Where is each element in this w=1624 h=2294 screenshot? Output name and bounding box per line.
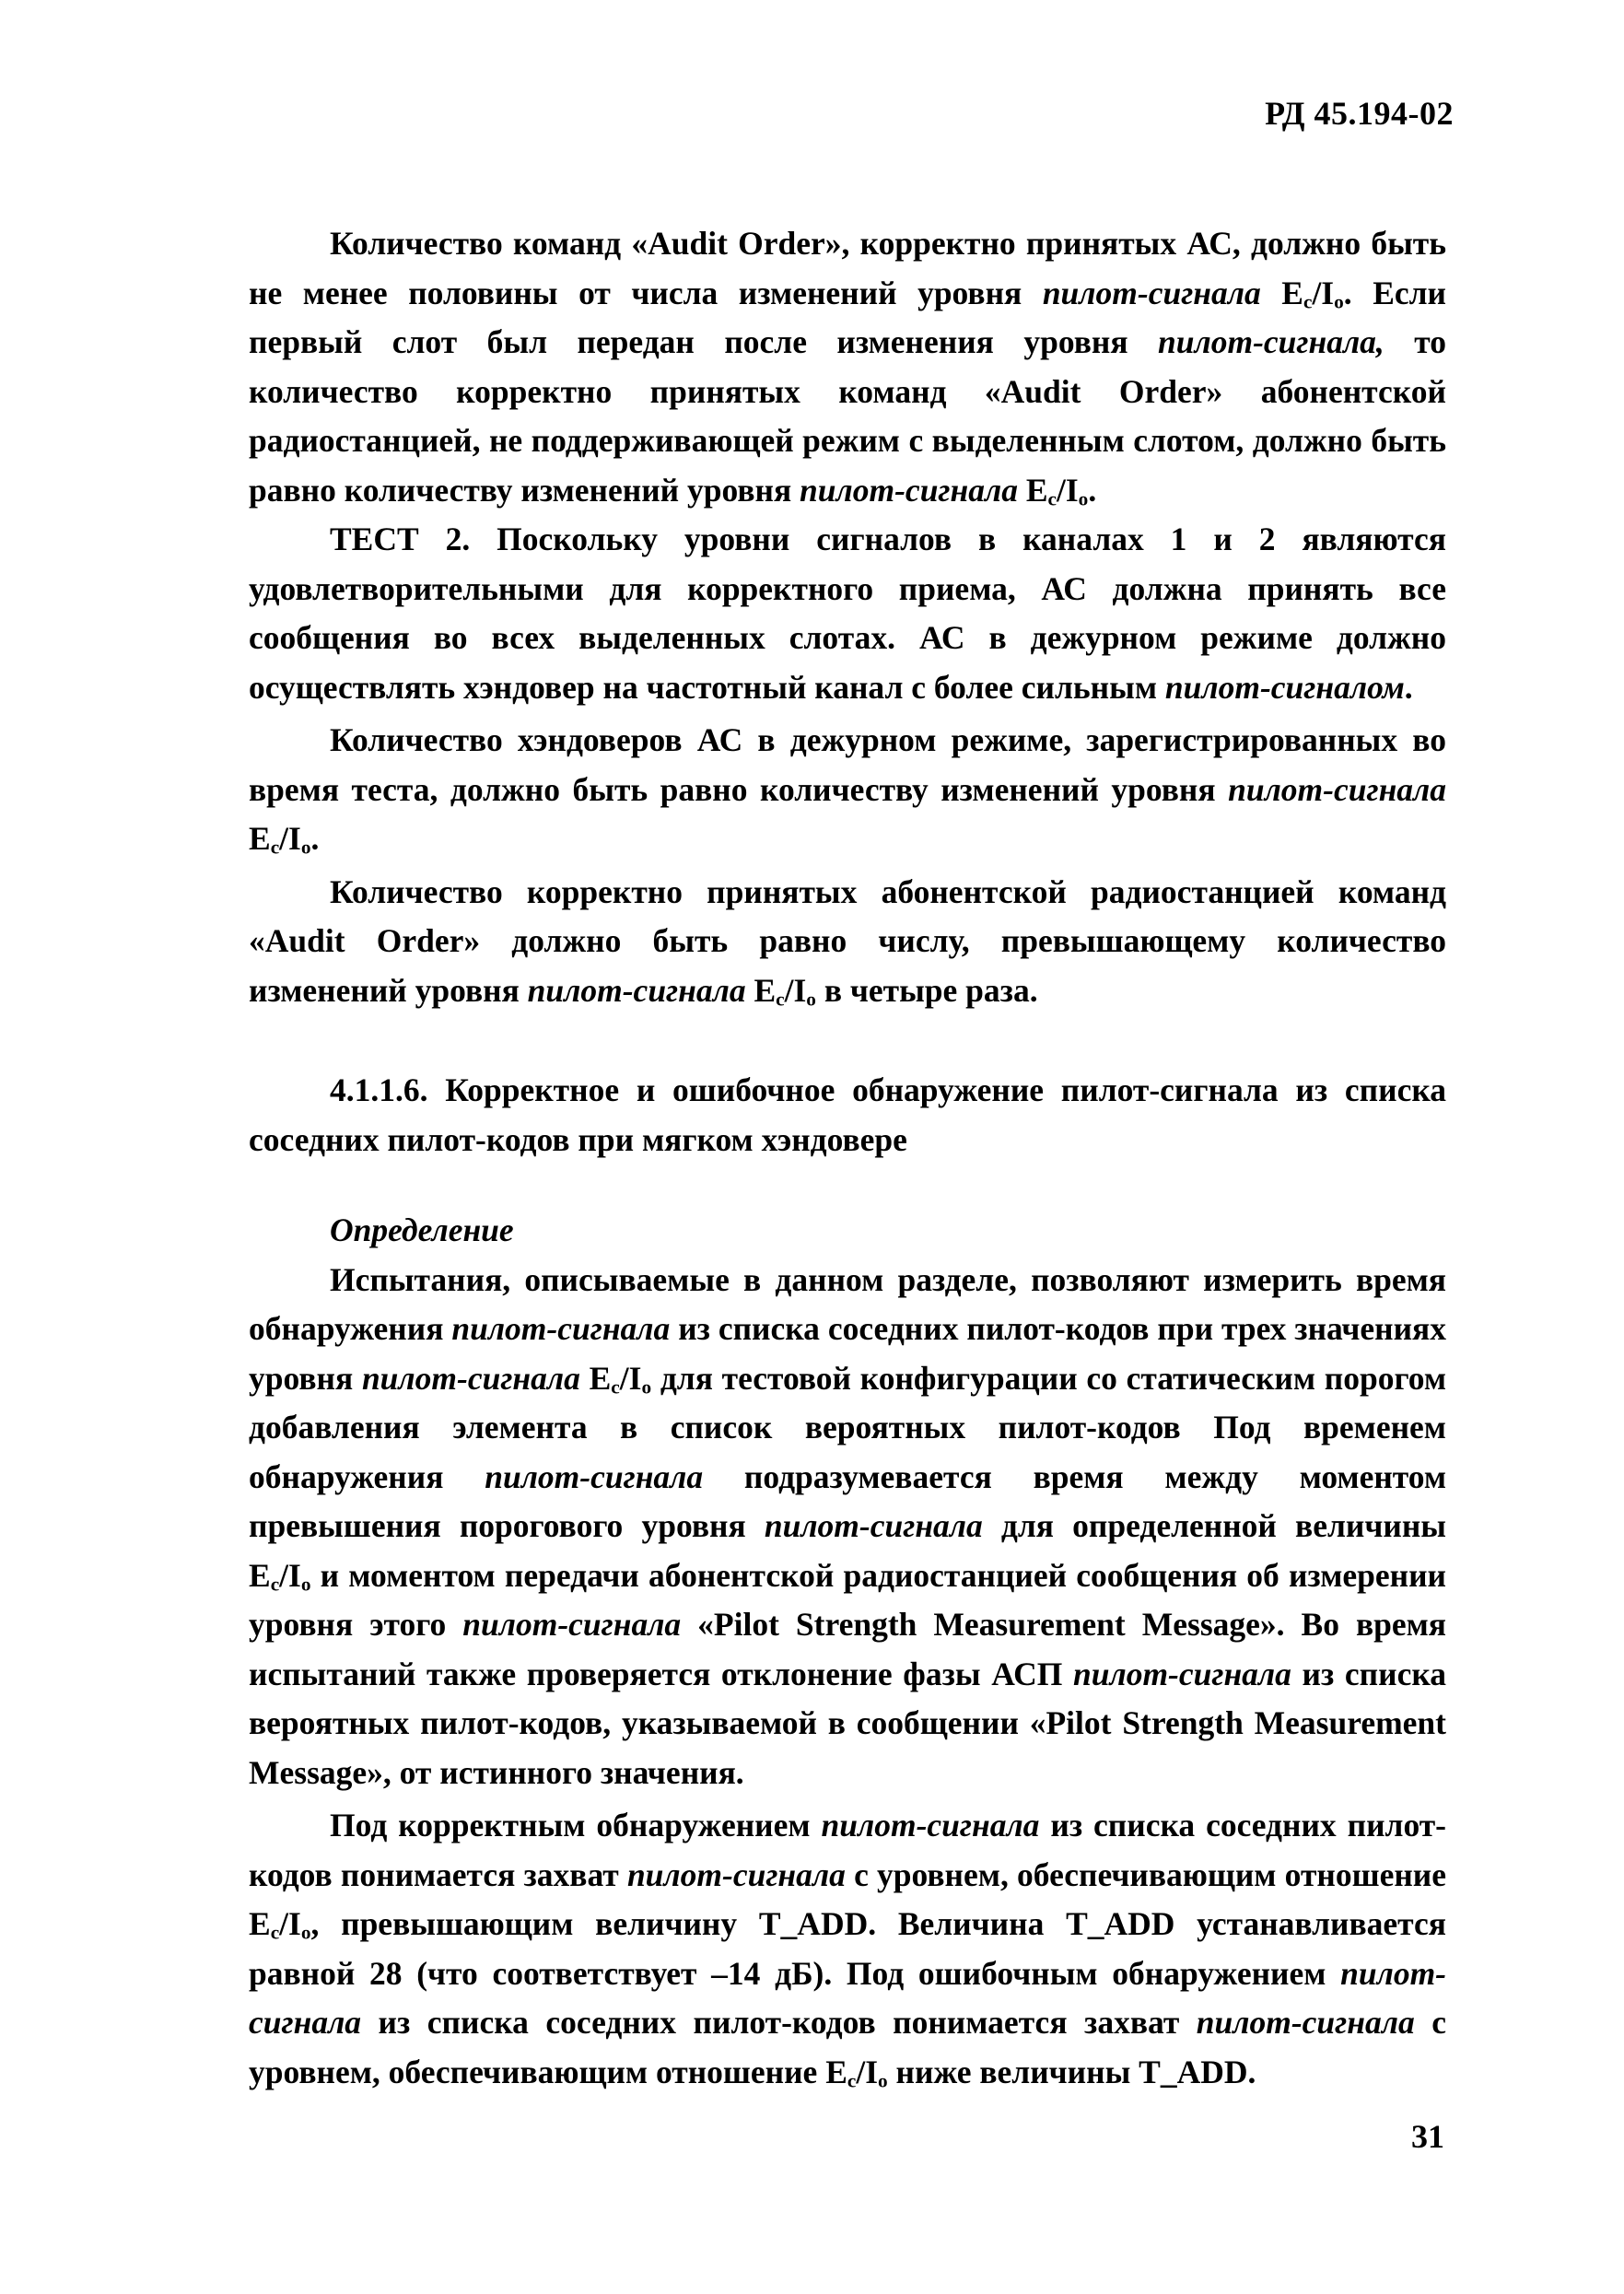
ratio-ec-io: $E_c/I_o$	[1281, 274, 1344, 312]
term-pilot-signal: пилот-сигнала	[1042, 274, 1261, 311]
section-heading: 4.1.1.6. Корректное и ошибочное обнаружение пилот-сигнала из списка соседних пилот-кодов при мягком хэндовере	[249, 1071, 1446, 1158]
document-code-header: РД 45.194-02	[1265, 95, 1454, 132]
term-pilot-signal: пилот-сигнала,	[1158, 323, 1384, 360]
ratio-ec-io: $E_c/I_o$	[754, 971, 816, 1010]
ratio-ec-io: $E_c/I_o$	[249, 820, 311, 859]
paragraph-test-2: ТЕСТ 2. Поскольку уровни сигналов в каналах 1 и 2 являются удовлетворительными для корректного приема, АС должна принять все сообщения во всех выделенных слотах. АС в дежурном режиме должно осуществлять хэндовер на частотный канал с более сильным пилот-сигналом.	[249, 521, 1446, 706]
ratio-ec-io: $E_c/I_o$	[589, 1359, 652, 1398]
ratio-ec-io: $E_c/I_o$	[249, 1556, 311, 1595]
document-body	[249, 219, 1446, 2097]
term-pilot-signal: пилот-сигнала	[451, 1310, 671, 1347]
term-pilot-signal: пилот-сигнала	[821, 1807, 1040, 1843]
page-number: 31	[1411, 2118, 1444, 2155]
term-pilot-signal: пилот-сигналом	[1164, 668, 1405, 706]
term-pilot-signal: пилот-сигнала	[1196, 2004, 1415, 2041]
term-pilot-signal: пилот-сигнала	[1228, 770, 1446, 808]
term-pilot-signal: пилот-сигнала	[764, 1507, 983, 1544]
term-pilot-signal: пилот-сигнала	[462, 1606, 682, 1643]
ratio-ec-io: $E_c/I_o$	[1025, 471, 1089, 509]
term-pilot-signal: пилот-сигнала	[1072, 1655, 1291, 1692]
term-pilot-signal: пилот-сигнала	[485, 1457, 704, 1495]
term-pilot-signal: пилот-сигнала	[527, 971, 746, 1009]
term-pilot-signal: пилот-сигнала	[626, 1855, 846, 1893]
paragraph-audit-order-received: Количество корректно принятых абонентской радиостанцией команд «Audit Order» должно быть равно числу, превышающему количество изменений уровня пилот-сигнала $E_c/I_o$ в четыре раза.	[249, 872, 1446, 1010]
term-pilot-signal: пилот-сигнала	[361, 1359, 580, 1397]
term-pilot-signal: пилот-сигнала	[800, 471, 1018, 509]
term-pilot-signal: пилот-сигнала	[249, 1954, 1446, 2041]
definition-title: Определение	[330, 1211, 514, 1248]
paragraph-definition: Испытания, описываемые в данном разделе, позволяют измерить время обнаружения пилот-сигнала из списка соседних пилот-кодов при трех значениях уровня пилот-сигнала $E_c/I_o$ для тестовой конфигурации со статическим порогом добавления элемента в список вероятных пилот-кодов Под временем обнаружения пилот-сигнала подразумевается время между моментом превышения порогового уровня пилот-сигнала для определенной величины $E_c/I_o$ и моментом передачи абонентской радиостанцией сообщения об измерении уровня этого пилот-сигнала «Pilot Strength Measurement Message». Во время испытаний также проверяется отклонение фазы АСП пилот-сигнала из списка вероятных пилот-кодов, указываемой в сообщении «Pilot Strength Measurement Message», от истинного значения.	[249, 1260, 1447, 1791]
paragraph-handover-count: Количество хэндоверов АС в дежурном режиме, зарегистрированных во время теста, должно быть равно количеству изменений уровня пилот-сигнала $E_c/I_o$.	[249, 721, 1446, 859]
paragraph-audit-order-count: Количество команд «Audit Order», корректно принятых АС, должно быть не менее половины от числа изменений уровня пилот-сигнала $E_c/I_o$. Если первый слот был передан после изменения уровня пилот-сигнала, то количество корректно принятых команд «Audit Order» абонентской радиостанцией, не поддерживающей режим с выделенным слотом, должно быть равно количеству изменений уровня пилот-сигнала $E_c/I_o$.	[249, 225, 1447, 509]
paragraph-correct-detection: Под корректным обнаружением пилот-сигнала из списка соседних пилот-кодов понимается захват пилот-сигнала с уровнем, обеспечивающим отношение $E_c/I_o$, превышающим величину T_ADD. Величина T_ADD устанавливается равной 28 (что соответствует –14 дБ). Под ошибочным обнаружением пилот-сигнала из списка соседних пилот-кодов понимается захват пилот-сигнала с уровнем, обеспечивающим отношение $E_c/I_o$ ниже величины T_ADD.	[249, 1807, 1446, 2091]
ratio-ec-io: $E_c/I_o$	[249, 1905, 311, 1944]
ratio-ec-io: $E_c/I_o$	[825, 2053, 888, 2091]
